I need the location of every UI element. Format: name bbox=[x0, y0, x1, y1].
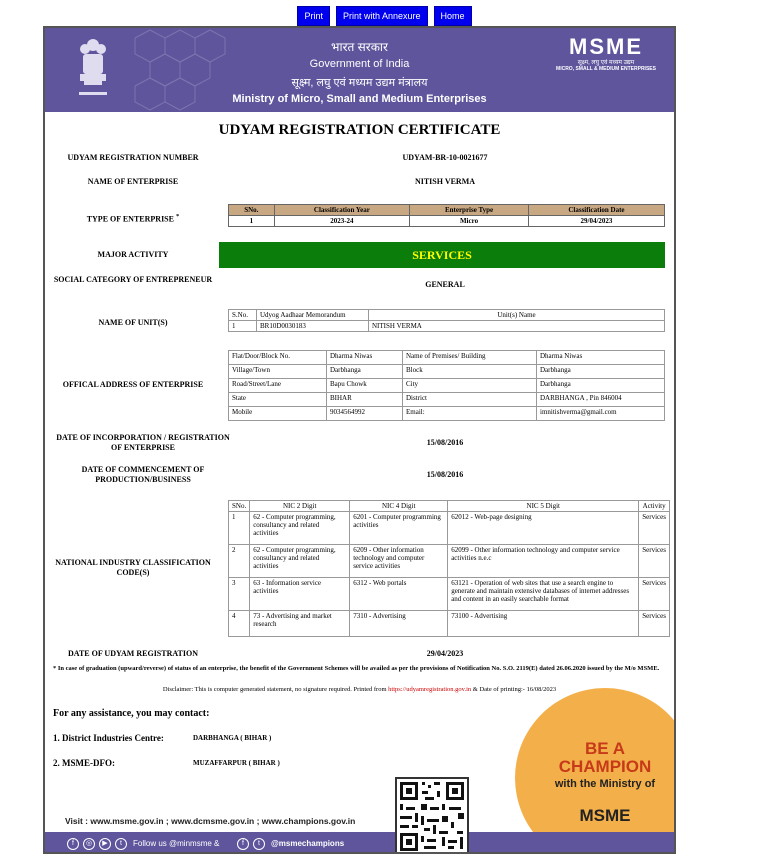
champion-subtitle: with the Ministry of bbox=[554, 778, 656, 790]
table-row bbox=[229, 321, 665, 332]
table-cell: Services bbox=[639, 512, 670, 545]
print-with-annexure-button[interactable]: Print with Annexure bbox=[336, 6, 428, 26]
government-text: Government of India bbox=[309, 58, 410, 70]
table-cell: 63121 - Operation of web sites that use a search engine to generate and maintain extensive databases of internet addresses and content in an easily searchable format bbox=[448, 578, 639, 611]
asterisk: * bbox=[175, 213, 180, 220]
table-cell: 62 - Computer programming, consultancy and related activities bbox=[250, 545, 350, 578]
enterprise-type-label-text: TYPE OF ENTERPRISE bbox=[86, 214, 174, 224]
champion-heading: BE A CHAMPION bbox=[558, 739, 652, 776]
enterprise-name-label: NAME OF ENTERPRISE bbox=[87, 177, 179, 186]
table-cell: 4 bbox=[229, 611, 250, 637]
table-header: NIC 2 Digit bbox=[250, 501, 350, 512]
table-cell: 63 - Information service activities bbox=[250, 578, 350, 611]
table-cell: District bbox=[403, 393, 537, 407]
table-cell: 9034564992 bbox=[327, 407, 403, 421]
table-header: Activity bbox=[639, 501, 670, 512]
qr-code-icon bbox=[397, 779, 467, 854]
table-header: NIC 4 Digit bbox=[350, 501, 448, 512]
disclaimer-text: Disclaimer: This is computer generated statement, no signature required. Printed from bbox=[162, 686, 389, 693]
printing-date-text: & Date of printing:- 16/08/2023 bbox=[471, 686, 557, 693]
nic-table bbox=[228, 500, 670, 637]
table-cell: 7310 - Advertising bbox=[350, 611, 448, 637]
table-cell: Services bbox=[639, 545, 670, 578]
social-category-label: SOCIAL CATEGORY OF ENTREPRENEUR bbox=[53, 275, 213, 284]
enterprise-name-value: NITISH VERMA bbox=[414, 177, 476, 186]
msme-logo-subtitle: MICRO, SMALL & MEDIUM ENTERPRISES bbox=[556, 66, 656, 72]
table-cell: Darbhanga bbox=[537, 365, 665, 379]
major-activity-value: SERVICES bbox=[219, 242, 665, 268]
table-row bbox=[229, 365, 665, 379]
table-cell: Flat/Door/Block No. bbox=[229, 351, 327, 365]
table-cell: Village/Town bbox=[229, 365, 327, 379]
hindi-ministry-text: सूक्ष्म, लघु एवं मध्यम उद्यम मंत्रालय bbox=[291, 77, 428, 89]
table-cell: 1 bbox=[229, 216, 275, 227]
table-row bbox=[229, 407, 665, 421]
table-cell: Services bbox=[639, 578, 670, 611]
table-cell: 73100 - Advertising bbox=[448, 611, 639, 637]
qr-code bbox=[395, 777, 469, 854]
header-banner bbox=[45, 28, 674, 112]
table-row bbox=[229, 351, 665, 365]
table-cell: Name of Premises/ Building bbox=[403, 351, 537, 365]
table-cell: Dharma Niwas bbox=[537, 351, 665, 365]
youtube-icon: ▶ bbox=[99, 838, 111, 850]
table-cell: NITISH VERMA bbox=[369, 321, 665, 332]
table-header: Classification Date bbox=[528, 205, 664, 216]
table-cell: 1 bbox=[229, 512, 250, 545]
table-row bbox=[229, 611, 670, 637]
table-cell: 2 bbox=[229, 545, 250, 578]
enterprise-type-label bbox=[53, 212, 213, 225]
table-cell: 62012 - Web-page designing bbox=[448, 512, 639, 545]
table-row bbox=[229, 216, 665, 227]
facebook-icon: f bbox=[237, 838, 249, 850]
reg-number-value: UDYAM-BR-10-0021677 bbox=[402, 153, 488, 162]
units-table bbox=[228, 309, 665, 332]
table-cell: Darbhanga bbox=[537, 379, 665, 393]
table-cell: 6312 - Web portals bbox=[350, 578, 448, 611]
table-header-row bbox=[229, 205, 665, 216]
certificate-title: UDYAM REGISTRATION CERTIFICATE bbox=[218, 122, 501, 138]
table-header: NIC 5 Digit bbox=[448, 501, 639, 512]
assistance-heading: For any assistance, you may contact: bbox=[53, 708, 210, 719]
champion-msme: MSME bbox=[579, 806, 631, 825]
table-cell: BR10D0030183 bbox=[257, 321, 369, 332]
table-row bbox=[229, 379, 665, 393]
table-cell: State bbox=[229, 393, 327, 407]
table-cell: 1 bbox=[229, 321, 257, 332]
table-row bbox=[229, 512, 670, 545]
table-cell: Darbhanga bbox=[327, 365, 403, 379]
table-header-row bbox=[229, 501, 670, 512]
table-cell: Bapu Chowk bbox=[327, 379, 403, 393]
table-cell: 6209 - Other information technology and computer service activities bbox=[350, 545, 448, 578]
udyam-date-value: 29/04/2023 bbox=[426, 649, 464, 658]
dfo-value: MUZAFFARPUR ( BIHAR ) bbox=[193, 759, 280, 767]
visit-links: Visit : www.msme.gov.in ; www.dcmsme.gov.in ; www.champions.gov.in bbox=[65, 816, 356, 826]
twitter-icon: t bbox=[115, 838, 127, 850]
table-cell: 3 bbox=[229, 578, 250, 611]
table-header: Classification Year bbox=[274, 205, 410, 216]
commencement-date-value: 15/08/2016 bbox=[426, 470, 464, 479]
incorporation-date-value: 15/08/2016 bbox=[426, 438, 464, 447]
table-row bbox=[229, 545, 670, 578]
home-button[interactable]: Home bbox=[434, 6, 472, 26]
msme-logo bbox=[556, 36, 656, 72]
table-header: Udyog Aadhaar Memorandum bbox=[257, 310, 369, 321]
udyam-registration-link[interactable]: https://udyamregistration.gov.in bbox=[388, 686, 472, 693]
incorporation-date-label: DATE OF INCORPORATION / REGISTRATION OF ENTERPRISE bbox=[56, 433, 230, 452]
dfo-label: 2. MSME-DFO: bbox=[53, 758, 115, 768]
table-cell: 62099 - Other information technology and computer service activities n.e.c bbox=[448, 545, 639, 578]
instagram-icon: ◎ bbox=[83, 838, 95, 850]
table-cell: City bbox=[403, 379, 537, 393]
print-button[interactable]: Print bbox=[297, 6, 330, 26]
table-cell: 29/04/2023 bbox=[528, 216, 664, 227]
table-row bbox=[229, 578, 670, 611]
table-header-row bbox=[229, 310, 665, 321]
table-cell: 73 - Advertising and market research bbox=[250, 611, 350, 637]
table-header: Enterprise Type bbox=[410, 205, 529, 216]
table-cell: Micro bbox=[410, 216, 529, 227]
official-address-label: OFFICAL ADDRESS OF ENTERPRISE bbox=[62, 380, 204, 389]
table-header: S.No. bbox=[229, 310, 257, 321]
ministry-text: Ministry of Micro, Small and Medium Enterprises bbox=[232, 93, 487, 105]
facebook-icon: f bbox=[67, 838, 79, 850]
dic-label: 1. District Industries Centre: bbox=[53, 733, 164, 743]
table-cell: Dharma Niwas bbox=[327, 351, 403, 365]
footer-visit-bar bbox=[45, 812, 674, 830]
unit-names-label: NAME OF UNIT(S) bbox=[98, 318, 168, 327]
table-header: Unit(s) Name bbox=[369, 310, 665, 321]
dic-value: DARBHANGA ( BIHAR ) bbox=[193, 734, 272, 742]
nic-codes-label: NATIONAL INDUSTRY CLASSIFICATION CODE(S) bbox=[55, 558, 211, 577]
table-cell: Road/Street/Lane bbox=[229, 379, 327, 393]
table-cell: 62 - Computer programming, consultancy and related activities bbox=[250, 512, 350, 545]
certificate bbox=[43, 26, 676, 854]
table-header: SNo. bbox=[229, 205, 275, 216]
table-row bbox=[229, 393, 665, 407]
table-cell: Services bbox=[639, 611, 670, 637]
address-table bbox=[228, 350, 665, 421]
social-category-value: GENERAL bbox=[425, 280, 465, 289]
champions-handle: @msmechampions bbox=[271, 839, 345, 848]
table-cell: Email: bbox=[403, 407, 537, 421]
table-cell: BIHAR bbox=[327, 393, 403, 407]
hindi-government-text: भारत सरकार bbox=[331, 40, 388, 54]
table-cell: DARBHANGA , Pin 846004 bbox=[537, 393, 665, 407]
major-activity-label: MAJOR ACTIVITY bbox=[97, 250, 169, 259]
commencement-date-label: DATE OF COMMENCEMENT OF PRODUCTION/BUSINESS bbox=[81, 465, 205, 484]
msme-logo-word: MSME bbox=[569, 34, 643, 59]
table-header: SNo. bbox=[229, 501, 250, 512]
reg-number-label: UDYAM REGISTRATION NUMBER bbox=[67, 153, 199, 162]
social-bar bbox=[45, 832, 674, 854]
graduation-note: * In case of graduation (upward/reverse) of status of an enterprise, the benefit of the Government Schemes will be availed as per the provisions of Notification No. S.O. 2119(E) dated 26.06.2020 issued by the M/o MSME. bbox=[53, 665, 660, 672]
msme-logo-hindi: सूक्ष्म, लघु एवं मध्यम उद्यम bbox=[577, 60, 635, 66]
top-toolbar bbox=[0, 6, 769, 26]
twitter-icon: t bbox=[253, 838, 265, 850]
table-cell: Block bbox=[403, 365, 537, 379]
table-cell: imnitishverma@gmail.com bbox=[537, 407, 665, 421]
table-cell: 2023-24 bbox=[274, 216, 410, 227]
table-cell: 6201 - Computer programming activities bbox=[350, 512, 448, 545]
table-cell: Mobile bbox=[229, 407, 327, 421]
follow-text: Follow us @minmsme & bbox=[133, 839, 220, 848]
udyam-date-label: DATE OF UDYAM REGISTRATION bbox=[67, 649, 198, 658]
type-table bbox=[228, 204, 665, 227]
